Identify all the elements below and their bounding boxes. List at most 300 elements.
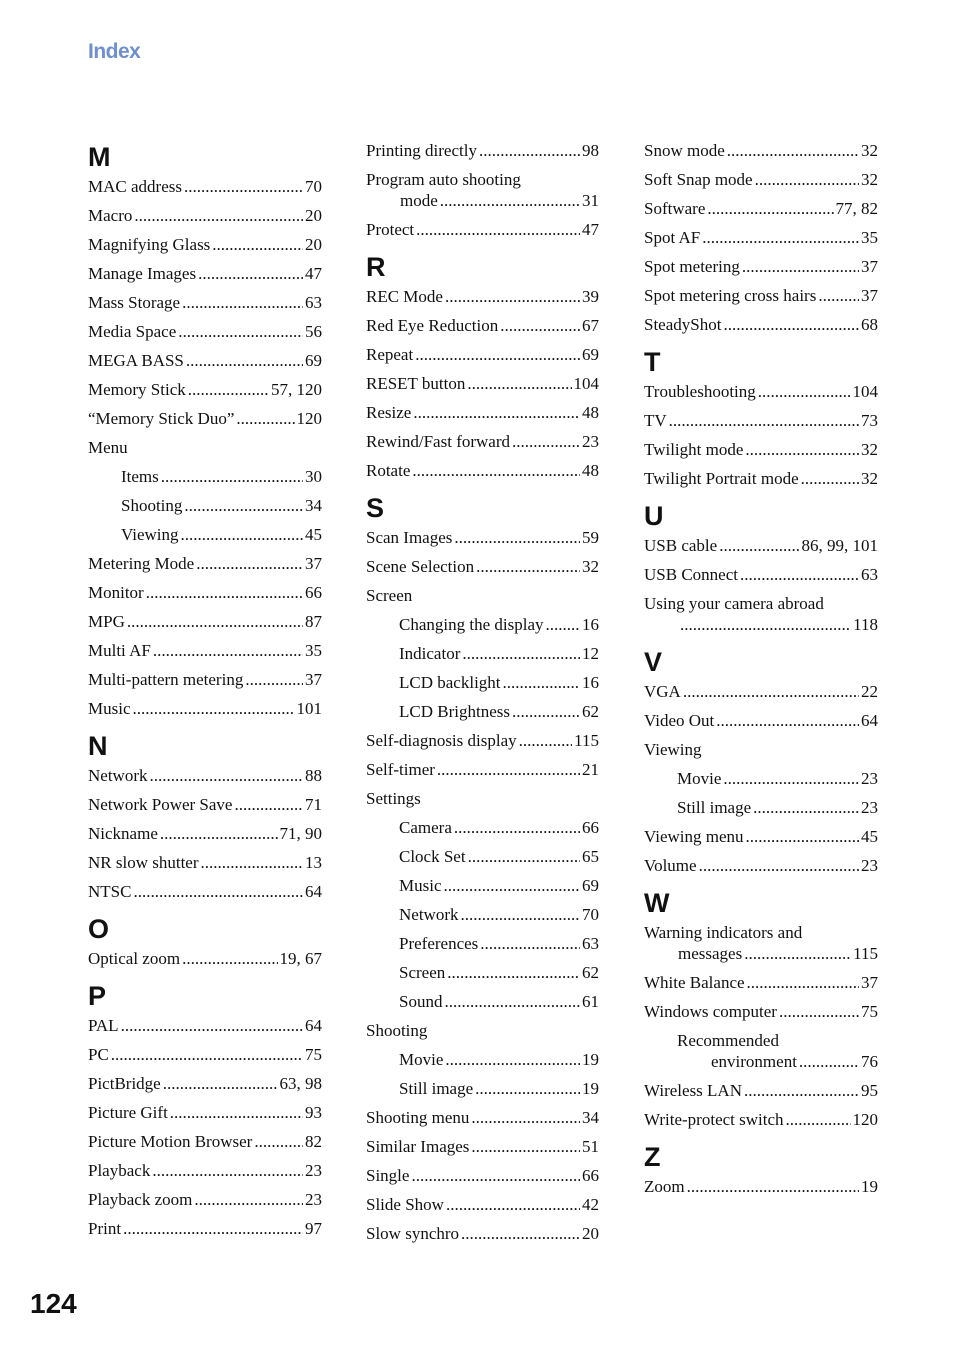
dot-leader <box>801 468 859 489</box>
entry-term: Viewing <box>121 525 179 544</box>
entry-page: 69 <box>582 876 599 895</box>
index-entry <box>644 1030 878 1072</box>
index-entry <box>366 1136 599 1157</box>
index-entry <box>644 972 878 993</box>
entry-term: Multi-pattern metering <box>88 670 244 689</box>
entry-term: Snow mode <box>644 141 725 160</box>
dot-leader <box>716 710 859 731</box>
dot-leader <box>182 948 277 969</box>
dot-leader <box>744 1080 859 1101</box>
dot-leader <box>669 410 859 431</box>
entry-term: Soft Snap mode <box>644 170 753 189</box>
index-entry <box>366 614 599 635</box>
dot-leader <box>480 933 580 954</box>
entry-page: 64 <box>305 1016 322 1035</box>
index-entry <box>644 410 878 431</box>
index-entry <box>366 344 599 365</box>
entry-page: 37 <box>305 670 322 689</box>
entry-term: Shooting <box>121 496 183 515</box>
dot-leader <box>234 794 303 815</box>
entry-term: Picture Gift <box>88 1103 168 1122</box>
entry-page: 93 <box>305 1103 322 1122</box>
index-section <box>88 142 322 719</box>
section-letter: R <box>366 252 386 282</box>
entry-term: Protect <box>366 220 415 239</box>
entry-term: Sound <box>399 992 443 1011</box>
entry-term: PictBridge <box>88 1074 161 1093</box>
entry-term: “Memory Stick Duo” <box>88 409 235 428</box>
entry-term: Monitor <box>88 583 144 602</box>
entry-page: 61 <box>582 992 599 1011</box>
entry-page: 75 <box>305 1045 322 1064</box>
section-letter: W <box>644 888 670 918</box>
entry-page: 32 <box>861 141 878 160</box>
dot-leader <box>519 730 572 751</box>
entry-term: Shooting menu <box>366 1108 470 1127</box>
index-entry <box>88 176 322 197</box>
index-entry <box>644 169 878 190</box>
entry-term: Media Space <box>88 322 177 341</box>
index-entry <box>366 373 599 394</box>
entry-term: VGA <box>644 682 681 701</box>
index-entry <box>88 1160 322 1181</box>
index-entry <box>88 234 322 255</box>
index-entry <box>644 564 878 585</box>
index-entry <box>366 643 599 664</box>
dot-leader <box>723 314 859 335</box>
entry-page: 22 <box>861 682 878 701</box>
entry-term: Preferences <box>399 934 479 953</box>
dot-leader <box>416 219 580 240</box>
entry-page: 59 <box>582 528 599 547</box>
entry-term: MEGA BASS <box>88 351 184 370</box>
entry-term: Clock Set <box>399 847 466 866</box>
index-entry <box>644 826 878 847</box>
entry-term: Still image <box>399 1079 474 1098</box>
entry-page: 57, 120 <box>271 380 322 399</box>
entry-term: Music <box>88 699 131 718</box>
index-entry <box>366 556 599 577</box>
entry-term: Shooting <box>366 1021 428 1040</box>
entry-page: 75 <box>861 1002 878 1021</box>
entry-page: 51 <box>582 1137 599 1156</box>
index-entry <box>88 582 322 603</box>
entry-term: Video Out <box>644 711 715 730</box>
entry-page: 101 <box>296 699 322 718</box>
index-entry <box>88 611 322 632</box>
dot-leader <box>680 614 851 635</box>
entry-term: Zoom <box>644 1177 685 1196</box>
dot-leader <box>460 904 580 925</box>
entry-term: Magnifying Glass <box>88 235 211 254</box>
entry-term: Music <box>399 876 442 895</box>
dot-leader <box>462 643 580 664</box>
entry-term: Multi AF <box>88 641 151 660</box>
entry-term: TV <box>644 411 667 430</box>
index-entry <box>644 1001 878 1022</box>
dot-leader <box>719 535 799 556</box>
index-section <box>644 888 878 1130</box>
dot-leader <box>236 408 294 429</box>
entry-term: Picture Motion Browser <box>88 1132 253 1151</box>
index-section <box>366 140 599 240</box>
index-entry <box>366 730 599 751</box>
index-entry <box>366 962 599 983</box>
entry-page: 56 <box>305 322 322 341</box>
entry-page: 45 <box>861 827 878 846</box>
dot-leader <box>146 582 303 603</box>
entry-page: 71 <box>305 795 322 814</box>
dot-leader <box>194 1189 303 1210</box>
dot-leader <box>500 315 580 336</box>
entry-page: 42 <box>582 1195 599 1214</box>
section-letter: P <box>88 981 107 1011</box>
index-entry <box>366 1078 599 1099</box>
entry-page: 23 <box>305 1190 322 1209</box>
index-entry <box>366 460 599 481</box>
dot-leader <box>201 852 304 873</box>
index-entry <box>366 991 599 1012</box>
entry-term: Optical zoom <box>88 949 181 968</box>
entry-term: Indicator <box>399 644 461 663</box>
section-letter: M <box>88 142 111 172</box>
entry-term: Items <box>121 467 159 486</box>
entry-page: 66 <box>582 818 599 837</box>
entry-page: 87 <box>305 612 322 631</box>
entry-term: Macro <box>88 206 133 225</box>
entry-term: Volume <box>644 856 697 875</box>
index-entry <box>644 468 878 489</box>
entry-term: Troubleshooting <box>644 382 756 401</box>
entry-page: 67 <box>582 316 599 335</box>
index-entry <box>88 350 322 371</box>
entry-term: SteadyShot <box>644 315 722 334</box>
entry-page: 34 <box>582 1108 599 1127</box>
dot-leader <box>707 198 833 219</box>
dot-leader <box>440 190 580 211</box>
dot-leader <box>479 140 580 161</box>
dot-leader <box>467 373 571 394</box>
index-section <box>88 731 322 902</box>
entry-page: 88 <box>305 766 322 785</box>
index-entry <box>644 314 878 335</box>
entry-term: Manage Images <box>88 264 197 283</box>
index-entry <box>88 669 322 690</box>
index-entry <box>88 408 322 429</box>
entry-term: Spot AF <box>644 228 701 247</box>
entry-term: Scan Images <box>366 528 453 547</box>
index-entry <box>366 219 599 240</box>
index-entry <box>88 495 322 516</box>
index-entry <box>366 431 599 452</box>
section-letter: T <box>644 347 661 377</box>
entry-term: Scene Selection <box>366 557 475 576</box>
entry-page: 23 <box>305 1161 322 1180</box>
section-letter: N <box>88 731 108 761</box>
entry-term: Twilight mode <box>644 440 744 459</box>
index-entry <box>88 1131 322 1152</box>
dot-leader <box>747 972 859 993</box>
dot-leader <box>454 527 580 548</box>
index-entry <box>644 381 878 402</box>
index-entry <box>366 817 599 838</box>
entry-term: Software <box>644 199 706 218</box>
entry-term: Memory Stick <box>88 380 186 399</box>
index-section <box>366 493 599 1244</box>
dot-leader <box>178 321 303 342</box>
entry-term: Metering Mode <box>88 554 195 573</box>
entry-term: Network Power Save <box>88 795 233 814</box>
section-letter: O <box>88 914 110 944</box>
dot-leader <box>475 1078 580 1099</box>
entry-page: 16 <box>582 615 599 634</box>
dot-leader <box>818 285 859 306</box>
entry-term: Recommended <box>677 1031 779 1050</box>
index-entry <box>366 585 599 606</box>
index-entry <box>88 292 322 313</box>
dot-leader <box>444 991 580 1012</box>
index-entry <box>366 1194 599 1215</box>
entry-term: Printing directly <box>366 141 477 160</box>
dot-leader <box>184 176 303 197</box>
entry-page: 63 <box>582 934 599 953</box>
dot-leader <box>687 1176 859 1197</box>
entry-page: 32 <box>861 440 878 459</box>
dot-leader <box>160 823 278 844</box>
entry-term: Resize <box>366 403 412 422</box>
dot-leader <box>476 556 580 577</box>
dot-leader <box>121 1015 303 1036</box>
entry-term: USB Connect <box>644 565 738 584</box>
index-entry <box>366 315 599 336</box>
entry-page: 118 <box>853 615 878 634</box>
entry-term: LCD Brightness <box>399 702 510 721</box>
entry-page: 66 <box>305 583 322 602</box>
index-entry <box>366 527 599 548</box>
index-entry <box>88 524 322 545</box>
entry-page: 16 <box>582 673 599 692</box>
entry-page: 45 <box>305 525 322 544</box>
index-entry <box>88 1189 322 1210</box>
entry-term: Self-diagnosis display <box>366 731 517 750</box>
entry-page: 30 <box>305 467 322 486</box>
index-entry <box>88 698 322 719</box>
dot-leader <box>468 846 580 867</box>
entry-page: 120 <box>852 1110 878 1129</box>
index-entry <box>88 823 322 844</box>
entry-page: 37 <box>861 257 878 276</box>
section-letter: U <box>644 501 664 531</box>
entry-page: 39 <box>582 287 599 306</box>
section-letter: S <box>366 493 385 523</box>
index-entry <box>366 933 599 954</box>
entry-term: Windows computer <box>644 1002 777 1021</box>
dot-leader <box>181 524 303 545</box>
dot-leader <box>196 553 303 574</box>
section-letter: V <box>644 647 663 677</box>
index-entry <box>88 640 322 661</box>
index-entry <box>366 788 599 809</box>
entry-term: Network <box>399 905 459 924</box>
entry-term: PAL <box>88 1016 119 1035</box>
dot-leader <box>188 379 269 400</box>
index-column-2 <box>366 140 599 1256</box>
entry-page: 23 <box>582 432 599 451</box>
entry-page: 95 <box>861 1081 878 1100</box>
entry-term: NR slow shutter <box>88 853 199 872</box>
entry-page: 32 <box>582 557 599 576</box>
entry-term: RESET button <box>366 374 466 393</box>
entry-page: 71, 90 <box>279 824 322 843</box>
index-entry <box>366 286 599 307</box>
dot-leader <box>184 495 303 516</box>
entry-term: LCD backlight <box>399 673 501 692</box>
dot-leader <box>702 227 859 248</box>
entry-page: 115 <box>574 731 599 750</box>
dot-leader <box>111 1044 303 1065</box>
index-section <box>366 252 599 481</box>
entry-term: Movie <box>399 1050 444 1069</box>
entry-page: 35 <box>861 228 878 247</box>
dot-leader <box>186 350 303 371</box>
entry-page: 77, 82 <box>835 199 878 218</box>
dot-leader <box>471 1136 580 1157</box>
dot-leader <box>153 640 303 661</box>
dot-leader <box>437 759 580 780</box>
entry-page: 76 <box>861 1052 878 1071</box>
index-entry <box>88 553 322 574</box>
index-entry <box>366 1020 599 1041</box>
dot-leader <box>461 1223 580 1244</box>
index-entry <box>366 1107 599 1128</box>
dot-leader <box>745 439 859 460</box>
entry-page: 32 <box>861 469 878 488</box>
index-entry <box>366 904 599 925</box>
dot-leader <box>245 669 303 690</box>
dot-leader <box>123 1218 303 1239</box>
entry-page: 48 <box>582 403 599 422</box>
index-section <box>644 647 878 876</box>
entry-page: 34 <box>305 496 322 515</box>
index-section <box>644 347 878 489</box>
index-entry <box>366 759 599 780</box>
entry-page: 31 <box>582 191 599 210</box>
index-entry <box>644 710 878 731</box>
entry-page: 19, 67 <box>279 949 322 968</box>
entry-page: 65 <box>582 847 599 866</box>
dot-leader <box>723 768 859 789</box>
entry-term: MAC address <box>88 177 182 196</box>
entry-page: 63 <box>861 565 878 584</box>
dot-leader <box>444 875 581 896</box>
index-section <box>88 914 322 969</box>
dot-leader <box>212 234 303 255</box>
entry-term: Spot metering cross hairs <box>644 286 817 305</box>
entry-term: Viewing menu <box>644 827 744 846</box>
entry-page: 21 <box>582 760 599 779</box>
index-column-1 <box>88 140 322 1251</box>
index-entry <box>644 198 878 219</box>
index-entry <box>644 768 878 789</box>
dot-leader <box>755 169 859 190</box>
dot-leader <box>198 263 303 284</box>
entry-term: Slow synchro <box>366 1224 460 1243</box>
index-entry <box>644 855 878 876</box>
entry-page: 20 <box>305 206 322 225</box>
entry-page: 48 <box>582 461 599 480</box>
dot-leader <box>786 1109 851 1130</box>
index-header: Index <box>88 40 141 63</box>
index-entry <box>366 140 599 161</box>
entry-term: Still image <box>677 798 752 817</box>
index-entry <box>644 140 878 161</box>
entry-term: Using your camera abroad <box>644 594 824 613</box>
dot-leader <box>779 1001 859 1022</box>
entry-page: 104 <box>573 374 599 393</box>
entry-term: Single <box>366 1166 410 1185</box>
entry-term: Screen <box>366 586 413 605</box>
index-entry <box>88 263 322 284</box>
entry-page: 68 <box>861 315 878 334</box>
entry-page: 120 <box>296 409 322 428</box>
entry-page: 115 <box>853 944 878 963</box>
dot-leader <box>545 614 580 635</box>
entry-term: Playback <box>88 1161 151 1180</box>
entry-page: 47 <box>305 264 322 283</box>
entry-term: messages <box>678 944 743 963</box>
entry-page: 62 <box>582 963 599 982</box>
index-entry <box>88 948 322 969</box>
entry-page: 63 <box>305 293 322 312</box>
dot-leader <box>133 881 303 902</box>
entry-term: Rotate <box>366 461 411 480</box>
index-section <box>88 981 322 1239</box>
dot-leader <box>412 460 580 481</box>
dot-leader <box>161 466 303 487</box>
entry-term: MPG <box>88 612 125 631</box>
entry-term: REC Mode <box>366 287 443 306</box>
entry-term: Nickname <box>88 824 158 843</box>
index-entry <box>88 765 322 786</box>
index-entry <box>88 466 322 487</box>
index-entry <box>88 1218 322 1239</box>
index-entry <box>88 205 322 226</box>
index-entry <box>88 321 322 342</box>
entry-page: 63, 98 <box>279 1074 322 1093</box>
index-entry <box>644 1080 878 1101</box>
entry-page: 66 <box>582 1166 599 1185</box>
entry-page: 82 <box>305 1132 322 1151</box>
entry-page: 35 <box>305 641 322 660</box>
index-entry <box>88 1044 322 1065</box>
dot-leader <box>746 826 859 847</box>
entry-page: 69 <box>305 351 322 370</box>
index-entry <box>88 852 322 873</box>
entry-page: 64 <box>305 882 322 901</box>
page-number: 124 <box>30 1288 77 1319</box>
dot-leader <box>512 431 580 452</box>
dot-leader <box>758 381 851 402</box>
entry-term: Changing the display <box>399 615 544 634</box>
dot-leader <box>744 943 851 964</box>
entry-page: 32 <box>861 170 878 189</box>
dot-leader <box>149 765 303 786</box>
index-entry <box>644 439 878 460</box>
index-entry <box>644 922 878 964</box>
dot-leader <box>799 1051 859 1072</box>
entry-term: White Balance <box>644 973 745 992</box>
entry-page: 37 <box>861 973 878 992</box>
